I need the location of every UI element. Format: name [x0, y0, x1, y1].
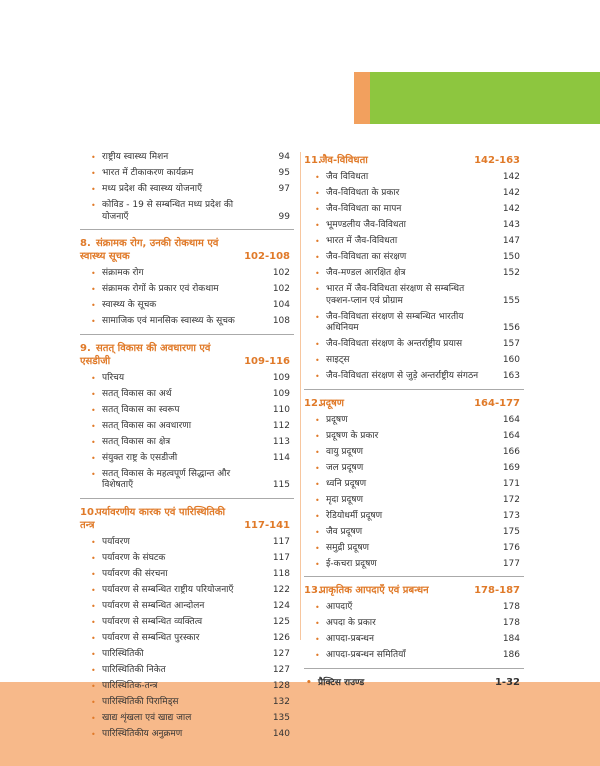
- toc-entry[interactable]: [80, 697, 294, 709]
- toc-entry-page: 160: [502, 355, 520, 365]
- bullet-icon: •: [306, 677, 312, 688]
- bullet-icon: •: [315, 543, 320, 553]
- bullet-icon: •: [91, 585, 96, 595]
- toc-entry-page: 122: [272, 584, 290, 595]
- toc-entry-page: 150: [502, 252, 520, 262]
- section-number: 8.: [80, 238, 91, 249]
- toc-entry-title: जल प्रदूषण: [326, 462, 364, 473]
- section-pages: 142-163: [474, 155, 520, 166]
- section-title: संक्रामक रोग, उनकी रोकथाम एवं स्वास्थ्य सूचक: [80, 238, 219, 262]
- bullet-icon: •: [315, 237, 320, 246]
- column-divider: [300, 152, 301, 640]
- toc-entry[interactable]: [80, 300, 294, 312]
- toc-entry-title: मृदा प्रदूषण: [326, 494, 363, 505]
- bullet-icon: •: [315, 479, 320, 489]
- section-heading[interactable]: [304, 397, 524, 410]
- toc-entry-title: भारत में जैव-विविधता: [326, 236, 398, 246]
- toc-entry-page: 115: [272, 480, 290, 490]
- toc-entry[interactable]: [304, 204, 524, 216]
- toc-entry-page: 109: [272, 372, 290, 383]
- toc-entry-page: 184: [502, 634, 520, 644]
- bullet-icon: •: [91, 601, 96, 611]
- toc-entry-title: पारिस्थितिकी पिरामिड्स: [102, 696, 179, 707]
- toc-entry-title: जैव-विविधता का मापन: [326, 204, 402, 214]
- toc-entry-title: खाद्य शृंखला एवं खाद्य जाल: [102, 712, 192, 723]
- toc-entry-title: जैव विविधता: [326, 172, 369, 182]
- toc-left-column: [80, 152, 294, 745]
- bullet-icon: •: [91, 317, 96, 326]
- bullet-icon: •: [91, 169, 96, 178]
- section-heading[interactable]: [304, 154, 524, 167]
- bullet-icon: •: [315, 372, 320, 381]
- bullet-icon: •: [91, 713, 96, 723]
- toc-entry-page: 178: [502, 602, 520, 612]
- toc-entry[interactable]: [304, 188, 524, 200]
- toc-entry[interactable]: [80, 553, 294, 565]
- toc-entry-title: स्वास्थ्य के सूचक: [102, 300, 157, 310]
- toc-entry[interactable]: [80, 437, 294, 449]
- toc-entry-page: 164: [502, 430, 520, 441]
- toc-entry-page: 110: [272, 404, 290, 415]
- toc-entry-title: परिचय: [102, 372, 125, 383]
- toc-entry[interactable]: [304, 371, 524, 383]
- toc-entry-page: 147: [502, 236, 520, 246]
- toc-entry-page: 155: [502, 295, 520, 306]
- toc-entry[interactable]: [80, 569, 294, 581]
- toc-entry-title: ध्वनि प्रदूषण: [326, 478, 367, 489]
- section-number: 11.: [304, 155, 322, 166]
- bullet-icon: •: [91, 437, 96, 447]
- toc-entry-title: सतत् विकास का स्वरूप: [102, 404, 180, 415]
- toc-entry-title: जैव-मण्डल आरक्षित क्षेत्र: [326, 268, 406, 278]
- toc-entry[interactable]: [80, 389, 294, 401]
- bullet-icon: •: [91, 569, 96, 579]
- toc-entry-page: 132: [272, 696, 290, 707]
- bullet-icon: •: [91, 453, 96, 463]
- bullet-icon: •: [315, 269, 320, 278]
- section-pages: 117-141: [244, 519, 290, 531]
- toc-entry-title: आपदा-प्रबन्धन: [326, 634, 374, 644]
- toc-entry-title: जैव प्रदूषण: [326, 526, 363, 537]
- toc-entry-title: जैव-विविधता के प्रकार: [326, 188, 400, 198]
- section-pages: 102-108: [244, 251, 290, 262]
- toc-entry-page: 112: [272, 420, 290, 431]
- bullet-icon: •: [315, 312, 320, 322]
- toc-entry-title: ई-कचरा प्रदूषण: [326, 558, 377, 569]
- toc-entry-title: भूमण्डलीय जैव-विविधता: [326, 220, 406, 230]
- toc-entry-page: 169: [502, 462, 520, 473]
- toc-entry-title: भारत में जैव-विविधता संरक्षण से सम्बन्धित एक्शन-प्लान एवं प्रोग्राम: [326, 284, 465, 306]
- toc-entry[interactable]: [304, 495, 524, 507]
- toc-entry[interactable]: [80, 601, 294, 613]
- toc-entry-title: सतत् विकास का क्षेत्र: [102, 436, 171, 447]
- bullet-icon: •: [315, 415, 320, 425]
- toc-entry[interactable]: [80, 184, 294, 196]
- section-number: 10.: [80, 506, 98, 518]
- toc-entry[interactable]: [304, 339, 524, 351]
- toc-entry[interactable]: [304, 355, 524, 367]
- section-pages: 164-177: [474, 397, 520, 409]
- section-title: पर्यावरणीय कारक एवं पारिस्थितिकी तन्त्र: [80, 506, 226, 531]
- bullet-icon: •: [91, 553, 96, 563]
- toc-entry-page: 172: [502, 494, 520, 505]
- section-divider: [304, 668, 524, 669]
- toc-entry[interactable]: [304, 252, 524, 264]
- toc-entry[interactable]: [304, 447, 524, 459]
- toc-entry[interactable]: [80, 168, 294, 180]
- toc-entry-page: 142: [502, 172, 520, 182]
- bullet-icon: •: [91, 633, 96, 643]
- bullet-icon: •: [91, 185, 96, 194]
- toc-entry-page: 176: [502, 542, 520, 553]
- toc-entry-page: 163: [502, 371, 520, 381]
- bullet-icon: •: [315, 651, 320, 660]
- bullet-icon: •: [91, 649, 96, 659]
- toc-entry-title: कोविड - 19 से सम्बन्धित मध्य प्रदेश की योजनाएँ: [102, 200, 234, 222]
- toc-entry-page: 124: [272, 600, 290, 611]
- toc-entry-title: साइट्स: [326, 355, 350, 365]
- toc-section: [304, 389, 524, 571]
- section-heading[interactable]: [80, 342, 294, 368]
- toc-entry-title: सतत् विकास का अर्थ: [102, 388, 172, 399]
- toc-entry[interactable]: [80, 373, 294, 385]
- toc-entry-title: संयुक्त राष्ट्र के एसडीजी: [102, 452, 178, 463]
- bullet-icon: •: [315, 511, 320, 521]
- toc-entry-page: 117: [272, 552, 290, 563]
- bullet-icon: •: [315, 603, 320, 612]
- toc-entry[interactable]: [80, 649, 294, 661]
- toc-entry-page: 97: [278, 184, 290, 194]
- toc-entry-page: 152: [502, 268, 520, 278]
- toc-section: [80, 229, 294, 328]
- toc-entry[interactable]: [80, 537, 294, 549]
- toc-entry[interactable]: [304, 284, 524, 307]
- bullet-icon: •: [315, 356, 320, 365]
- toc-section: [304, 576, 524, 662]
- toc-entry-title: पर्यावरण: [102, 536, 130, 547]
- toc-entry-page: 126: [272, 632, 290, 643]
- bullet-icon: •: [91, 421, 96, 431]
- toc-entry-title: जैव-विविधता संरक्षण से सम्बन्धित भारतीय अधिनियम: [326, 311, 464, 333]
- toc-entry-page: 113: [272, 436, 290, 447]
- bullet-icon: •: [91, 469, 96, 479]
- bullet-icon: •: [315, 463, 320, 473]
- toc-section: [80, 498, 294, 741]
- header-orange-stripe: [354, 72, 370, 124]
- section-number: 13.: [304, 585, 322, 596]
- section-pages: 109-116: [244, 355, 290, 367]
- toc-entry[interactable]: [304, 618, 524, 630]
- bullet-icon: •: [315, 253, 320, 262]
- bullet-icon: •: [315, 447, 320, 457]
- bullet-icon: •: [91, 153, 96, 162]
- toc-entry-title: पर्यावरण से सम्बन्धित राष्ट्रीय परियोजनाएँ: [102, 584, 234, 595]
- toc-entry-page: 102: [272, 268, 290, 278]
- toc-entry[interactable]: [80, 200, 294, 223]
- toc-entry-title: सतत् विकास के महत्वपूर्ण सिद्धान्त और विशेषताएँ: [102, 468, 231, 490]
- section-title: जैव-विविधता: [320, 155, 368, 166]
- toc-entry[interactable]: [80, 633, 294, 645]
- toc-entry[interactable]: [304, 415, 524, 427]
- bullet-icon: •: [91, 373, 96, 383]
- toc-entry-page: 127: [272, 648, 290, 659]
- practice-title: प्रैक्टिस राउण्ड: [318, 677, 365, 688]
- toc-entry-title: सतत् विकास का अवधारणा: [102, 420, 192, 431]
- toc-entry-title: आपदाएँ: [326, 602, 353, 612]
- toc-entry-title: अपदा के प्रकार: [326, 618, 376, 628]
- bullet-icon: •: [91, 697, 96, 707]
- toc-entry[interactable]: [80, 617, 294, 629]
- toc-entry-title: समुद्री प्रदूषण: [326, 542, 370, 553]
- bullet-icon: •: [91, 617, 96, 627]
- toc-entry[interactable]: [304, 312, 524, 335]
- bullet-icon: •: [91, 405, 96, 415]
- toc-entry-title: राष्ट्रीय स्वास्थ्य मिशन: [102, 152, 169, 162]
- toc-entry[interactable]: [80, 268, 294, 280]
- section-number: 9.: [80, 342, 91, 354]
- toc-entry-title: संक्रामक रोग: [102, 268, 144, 278]
- section-divider: [304, 576, 524, 577]
- toc-entry-title: पारिस्थितिकी निकेत: [102, 664, 166, 675]
- toc-entry-title: रेडियोधर्मी प्रदूषण: [326, 510, 383, 521]
- toc-entry-title: सामाजिक एवं मानसिक स्वास्थ्य के सूचक: [102, 316, 235, 326]
- toc-entry-title: जैव-विविधता का संरक्षण: [326, 252, 407, 262]
- toc-entry-title: प्रदूषण: [326, 414, 348, 425]
- bullet-icon: •: [315, 340, 320, 349]
- bullet-icon: •: [91, 681, 96, 691]
- section-heading[interactable]: [304, 584, 524, 597]
- section-title: प्राकृतिक आपदाएँ एवं प्रबन्धन: [320, 585, 429, 596]
- toc-entry-page: 177: [502, 558, 520, 569]
- section-title: प्रदूषण: [320, 397, 345, 409]
- toc-section: [304, 154, 524, 383]
- toc-entry[interactable]: [80, 665, 294, 677]
- toc-entry[interactable]: [80, 421, 294, 433]
- toc-entry-title: मध्य प्रदेश की स्वास्थ्य योजनाएँ: [102, 184, 203, 194]
- toc-entry[interactable]: [80, 316, 294, 328]
- toc-entry[interactable]: [304, 172, 524, 184]
- toc-entry-title: प्रदूषण के प्रकार: [326, 430, 379, 441]
- header-green-block: [370, 72, 600, 124]
- toc-entry-page: 125: [272, 616, 290, 627]
- toc-entry-title: पर्यावरण से सम्बन्धित आन्दोलन: [102, 600, 205, 611]
- toc-right-column: [304, 152, 524, 689]
- toc-entry-title: जैव-विविधता संरक्षण से जुड़े अन्तर्राष्ट्रीय संगठन: [326, 371, 479, 381]
- toc-entry[interactable]: [80, 585, 294, 597]
- bullet-icon: •: [315, 221, 320, 230]
- bullet-icon: •: [315, 635, 320, 644]
- toc-entry-title: पारिस्थितिकीय अनुक्रमण: [102, 728, 183, 739]
- toc-entry[interactable]: [304, 543, 524, 555]
- section-divider: [80, 334, 294, 335]
- toc-entry-page: 140: [272, 728, 290, 739]
- toc-entry-page: 156: [502, 323, 520, 333]
- bullet-icon: •: [315, 285, 320, 294]
- toc-entry-title: भारत में टीकाकरण कार्यक्रम: [102, 168, 194, 178]
- toc-entry-title: वायु प्रदूषण: [326, 446, 364, 457]
- toc-entry-page: 114: [272, 452, 290, 463]
- toc-entry-page: 104: [272, 300, 290, 310]
- toc-entry[interactable]: [80, 729, 294, 741]
- toc-entry-page: 99: [278, 211, 290, 222]
- toc-entry-page: 186: [502, 650, 520, 660]
- toc-entry-page: 164: [502, 414, 520, 425]
- bullet-icon: •: [315, 431, 320, 441]
- toc-entry[interactable]: [304, 236, 524, 248]
- toc-entry[interactable]: [304, 527, 524, 539]
- toc-entry-page: 135: [272, 712, 290, 723]
- section-heading[interactable]: [80, 237, 294, 263]
- toc-entry[interactable]: [304, 463, 524, 475]
- toc-entry-title: संक्रामक रोगों के प्रकार एवं रोकथाम: [102, 284, 219, 294]
- bullet-icon: •: [315, 559, 320, 569]
- toc-entry-page: 143: [502, 220, 520, 230]
- toc-entry-page: 173: [502, 510, 520, 521]
- section-pages: 178-187: [474, 585, 520, 596]
- bullet-icon: •: [315, 619, 320, 628]
- toc-entry-page: 142: [502, 188, 520, 198]
- bullet-icon: •: [91, 301, 96, 310]
- section-divider: [304, 389, 524, 390]
- toc-entry[interactable]: [80, 681, 294, 693]
- section-divider: [80, 498, 294, 499]
- toc-entry[interactable]: [304, 220, 524, 232]
- toc-entry-page: 108: [272, 316, 290, 326]
- toc-entry-page: 128: [272, 680, 290, 691]
- toc-entry[interactable]: [80, 284, 294, 296]
- section-divider: [80, 229, 294, 230]
- section-number: 12.: [304, 397, 322, 409]
- toc-entry-page: 102: [272, 284, 290, 294]
- toc-entry-page: 178: [502, 618, 520, 628]
- toc-entry-page: 171: [502, 478, 520, 489]
- toc-entry-page: 127: [272, 664, 290, 675]
- bullet-icon: •: [91, 729, 96, 739]
- toc-entry-title: पारिस्थितिकी: [102, 648, 144, 659]
- bullet-icon: •: [91, 537, 96, 547]
- toc-entry-title: पारिस्थितिक-तन्त्र: [102, 680, 158, 691]
- toc-entry-title: आपदा-प्रबन्धन समितियाँ: [326, 650, 406, 660]
- bullet-icon: •: [91, 389, 96, 399]
- toc-entry-page: 142: [502, 204, 520, 214]
- toc-entry-title: जैव-विविधता संरक्षण के अन्तर्राष्ट्रीय प्रयास: [326, 339, 463, 349]
- toc-entry[interactable]: [80, 152, 294, 164]
- toc-entry-page: 175: [502, 526, 520, 537]
- section-heading[interactable]: [80, 506, 294, 532]
- practice-round-entry[interactable]: [304, 677, 524, 689]
- bullet-icon: •: [315, 205, 320, 214]
- bullet-icon: •: [91, 665, 96, 675]
- toc-entry[interactable]: [80, 453, 294, 465]
- toc-entry[interactable]: [304, 479, 524, 491]
- toc-entry-page: 94: [278, 152, 290, 162]
- bullet-icon: •: [91, 201, 96, 210]
- bullet-icon: •: [315, 527, 320, 537]
- toc-entry-title: पर्यावरण के संघटक: [102, 552, 166, 563]
- toc-entry-page: 118: [272, 568, 290, 579]
- toc-entry[interactable]: [304, 634, 524, 646]
- toc-entry-page: 157: [502, 339, 520, 349]
- bullet-icon: •: [315, 189, 320, 198]
- bullet-icon: •: [91, 269, 96, 278]
- toc-entry-page: 166: [502, 446, 520, 457]
- practice-pages: 1-32: [494, 676, 520, 688]
- toc-entry[interactable]: [80, 469, 294, 492]
- toc-entry[interactable]: [304, 650, 524, 662]
- bullet-icon: •: [315, 173, 320, 182]
- toc-entry-title: पर्यावरण की संरचना: [102, 568, 168, 579]
- toc-entry[interactable]: [304, 511, 524, 523]
- toc-entry[interactable]: [80, 405, 294, 417]
- toc-entry[interactable]: [304, 431, 524, 443]
- section-title: सतत् विकास की अवधारणा एवं एसडीजी: [80, 342, 211, 367]
- toc-entry[interactable]: [80, 713, 294, 725]
- toc-entry[interactable]: [304, 559, 524, 571]
- toc-entry-page: 117: [272, 536, 290, 547]
- bullet-icon: •: [315, 495, 320, 505]
- toc-entry-page: 95: [278, 168, 290, 178]
- bullet-icon: •: [91, 285, 96, 294]
- toc-entry[interactable]: [304, 268, 524, 280]
- toc-entry-title: पर्यावरण से सम्बन्धित व्यक्तित्व: [102, 616, 203, 627]
- toc-section: [80, 334, 294, 492]
- toc-entry-page: 109: [272, 388, 290, 399]
- toc-entry[interactable]: [304, 602, 524, 614]
- toc-entry-title: पर्यावरण से सम्बन्धित पुरस्कार: [102, 632, 200, 643]
